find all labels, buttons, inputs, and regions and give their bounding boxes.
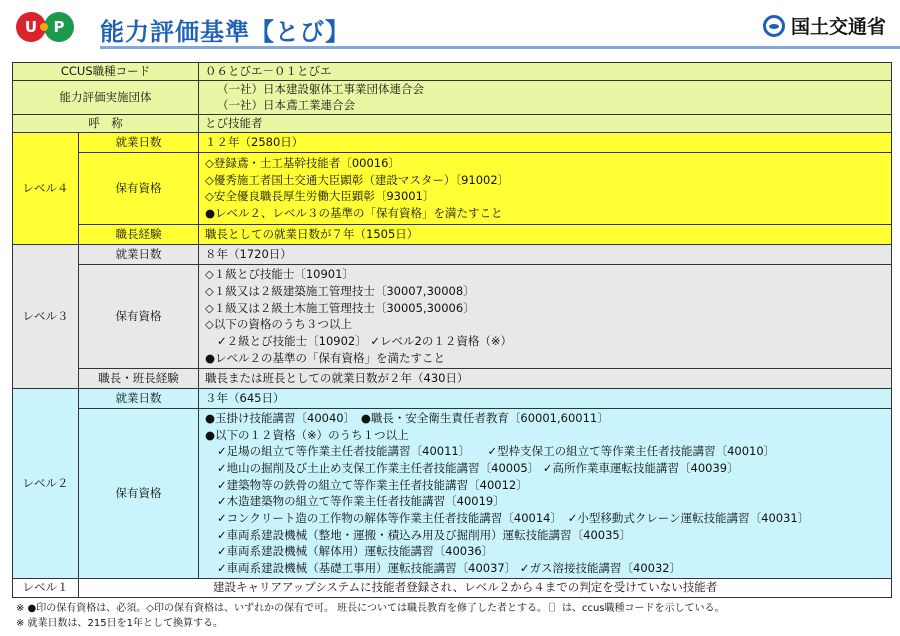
org-line: （一社）日本建設躯体工事業団体連合会	[217, 81, 424, 96]
l3-exp-value: 職長または班長としての就業日数が２年（430日）	[199, 368, 892, 388]
qual-item: ✓足場の組立て等作業主任者技能講習〔40011〕 ✓型枠支保工の組立て等作業主任者技能講習〔40010〕	[217, 444, 776, 459]
l4-exp-label: 職長経験	[79, 224, 199, 244]
up-logo-u: U	[16, 12, 46, 42]
ministry-name: 国土交通省	[790, 16, 886, 38]
l3-qual-list	[199, 264, 892, 368]
footnote: ※ ●印の保有資格は、必須。◇印の保有資格は、いずれかの保有で可。 班長については職長教育を修了した者とする。〔〕は、ccus職種コードを示している。	[16, 603, 725, 614]
qual-item: ✓コンクリート造の工作物の解体等作業主任者技能講習〔40014〕 ✓小型移動式クレーン運転技能講習〔40031〕	[217, 510, 810, 525]
table-row-l2-days	[13, 388, 892, 408]
l4-days-value: １２年（2580日）	[199, 132, 892, 152]
qual-item: ◇１級又は２級土木施工管理技士〔30005,30006〕	[205, 300, 475, 315]
table-row-l4-days	[13, 132, 892, 152]
l3-days-label: 就業日数	[79, 244, 199, 264]
l2-days-label: 就業日数	[79, 388, 199, 408]
table-row-l3-days	[13, 244, 892, 264]
table-row-l4-quals	[13, 152, 892, 224]
qual-item: ✓地山の掘削及び土止め支保工作業主任者技能講習〔40005〕 ✓高所作業車運転技能講習〔40039〕	[217, 460, 739, 475]
org-label: 能力評価実施団体	[13, 80, 199, 114]
qual-item: ✓車両系建設機械（整地・運搬・積込み用及び掘削用）運転技能講習〔40035〕	[217, 527, 632, 542]
qual-item: ✓車両系建設機械（解体用）運転技能講習〔40036〕	[217, 544, 494, 559]
header	[0, 0, 900, 56]
code-value: ０６とびエ－０１とびエ	[199, 63, 892, 81]
evaluation-table	[12, 62, 892, 598]
l3-days-value: ８年（1720日）	[199, 244, 892, 264]
code-label: CCUS職種コード	[13, 63, 199, 81]
up-logo-dot	[40, 23, 48, 31]
l3-qual-label: 保有資格	[79, 264, 199, 368]
table-row-l1	[13, 578, 892, 597]
title-underline	[100, 46, 900, 49]
footnote: ※ 就業日数は、215日を1年として換算する。	[16, 617, 224, 629]
l1-value: 建設キャリアアップシステムに技能者登録され、レベル２から４までの判定を受けていない技能者	[79, 578, 892, 597]
level3-label: レベル３	[13, 244, 79, 388]
ministry-logo	[763, 12, 886, 39]
l4-qual-label: 保有資格	[79, 152, 199, 224]
org-line: （一社）日本鳶工業連合会	[217, 98, 355, 113]
mlit-emblem-icon	[763, 15, 785, 37]
qual-item: ✓木造建築物の組立て等作業主任者技能講習〔40019〕	[217, 494, 505, 509]
qual-item: ●レベル２の基準の「保有資格」を満たすこと	[205, 350, 446, 365]
level2-label: レベル２	[13, 388, 79, 578]
qual-item: ◇１級とび技能士〔10901〕	[205, 267, 354, 282]
qual-item: ●玉掛け技能講習〔40040〕 ●職長・安全衛生責任者教育〔60001,60011〕	[205, 410, 609, 425]
l4-qual-list	[199, 152, 892, 224]
qual-item: ◇優秀施工者国土交通大臣顕彰（建設マスター）〔91002〕	[205, 172, 510, 187]
name-value: とび技能者	[199, 115, 892, 133]
org-value	[199, 80, 892, 114]
page-title: 能力評価基準【とび】	[100, 18, 350, 46]
up-logo-p: P	[44, 12, 74, 42]
table-row-l3-exp	[13, 368, 892, 388]
l4-days-label: 就業日数	[79, 132, 199, 152]
qual-item: ✓車両系建設機械（基礎工事用）運転技能講習〔40037〕 ✓ガス溶接技能講習〔40032〕	[217, 560, 682, 575]
l2-days-value: ３年（645日）	[199, 388, 892, 408]
l2-qual-label: 保有資格	[79, 408, 199, 578]
table-row-l3-quals	[13, 264, 892, 368]
qual-item: ✓２級とび技能士〔10902〕 ✓レベル2の１２資格（※）	[217, 333, 512, 348]
l3-exp-label: 職長・班長経験	[79, 368, 199, 388]
qual-item: ✓建築物等の鉄骨の組立て等作業主任者技能講習〔40012〕	[217, 477, 528, 492]
table-row-name	[13, 115, 892, 133]
table-row-code	[13, 63, 892, 81]
level4-label: レベル４	[13, 132, 79, 244]
qual-item: ●レベル２、レベル３の基準の「保有資格」を満たすこと	[205, 205, 503, 220]
qual-item: ◇安全優良職長厚生労働大臣顕彰〔93001〕	[205, 189, 435, 204]
name-label: 呼 称	[13, 115, 199, 133]
level1-label: レベル１	[13, 578, 79, 597]
table-row-l4-exp	[13, 224, 892, 244]
footnotes	[16, 602, 725, 631]
l4-exp-value: 職長としての就業日数が７年（1505日）	[199, 224, 892, 244]
qual-item: ●以下の１２資格（※）のうち１つ以上	[205, 427, 409, 442]
table-row-org	[13, 80, 892, 114]
qual-item: ◇１級又は２級建築施工管理技士〔30007,30008〕	[205, 283, 475, 298]
l2-qual-list	[199, 408, 892, 578]
qual-item: ◇登録鳶・土工基幹技能者〔00016〕	[205, 155, 400, 170]
table-row-l2-quals	[13, 408, 892, 578]
qual-item: ◇以下の資格のうち３つ以上	[205, 317, 352, 332]
